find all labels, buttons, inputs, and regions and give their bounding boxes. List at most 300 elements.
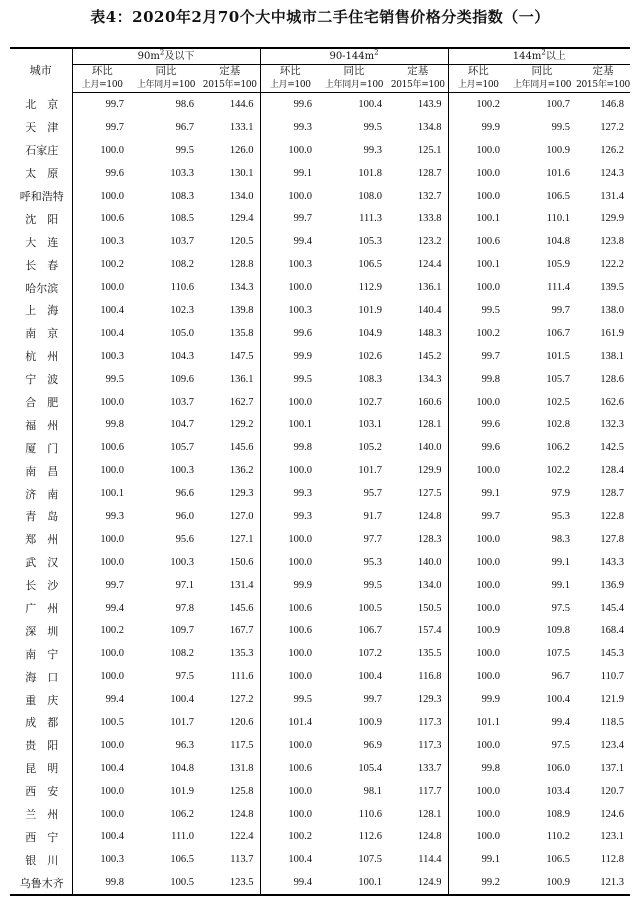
index-value: 99.8: [105, 419, 124, 431]
index-value: 100.3: [100, 854, 124, 866]
index-value: 102.2: [546, 465, 571, 477]
index-value: 145.6: [200, 597, 260, 620]
index-value: 136.1: [388, 276, 448, 299]
index-value: 106.2: [546, 442, 571, 454]
subcol-header: 环比: [279, 65, 301, 78]
index-value: 111.4: [547, 282, 571, 294]
index-value: 105.2: [358, 442, 383, 454]
table-row: [10, 207, 630, 230]
table-row: [10, 757, 630, 780]
table-row: [10, 139, 630, 162]
table-row: [10, 780, 630, 803]
index-value: 108.2: [170, 259, 194, 271]
index-value: 99.9: [293, 350, 313, 362]
index-value: 100.6: [288, 625, 313, 637]
index-value: 117.5: [200, 734, 260, 757]
index-value: 100.0: [288, 282, 313, 294]
index-value: 157.4: [388, 619, 448, 642]
index-value: 116.8: [388, 665, 448, 688]
index-value: 100.0: [288, 671, 313, 683]
city-name: 大 连: [10, 230, 72, 253]
index-value: 114.4: [388, 848, 448, 871]
city-name: 南 京: [10, 322, 72, 345]
index-value: 106.7: [358, 625, 383, 637]
subcol-header: 同比: [531, 65, 553, 78]
index-value: 129.3: [388, 688, 448, 711]
index-value: 123.8: [600, 236, 625, 248]
index-value: 124.9: [388, 871, 448, 895]
index-value: 100.0: [100, 396, 124, 408]
index-value: 103.1: [358, 419, 383, 431]
index-value: 128.7: [388, 162, 448, 185]
index-value: 150.6: [200, 551, 260, 574]
index-value: 99.1: [481, 488, 501, 500]
index-value: 100.4: [100, 831, 124, 843]
index-value: 100.1: [100, 488, 124, 500]
city-name: 武 汉: [10, 551, 72, 574]
index-value: 100.3: [100, 236, 124, 248]
index-value: 101.7: [358, 465, 383, 477]
table-row: [10, 871, 630, 895]
index-value: 162.7: [200, 391, 260, 414]
index-value: 99.9: [481, 694, 501, 706]
index-value: 97.5: [175, 671, 194, 683]
base-header: 上月=100: [260, 78, 320, 93]
city-name: 长 沙: [10, 574, 72, 597]
index-value: 100.0: [476, 556, 501, 568]
index-value: 107.2: [358, 648, 383, 660]
index-value: 124.3: [600, 167, 625, 179]
city-column-header: 城市: [10, 48, 72, 93]
index-value: 100.3: [100, 350, 124, 362]
index-value: 101.7: [170, 716, 194, 728]
index-value: 100.0: [100, 190, 124, 202]
base-header: 2015年=100: [388, 78, 448, 93]
index-value: 100.2: [288, 831, 313, 843]
index-value: 99.4: [293, 236, 313, 248]
index-value: 101.9: [170, 785, 194, 797]
index-value: 100.0: [100, 785, 124, 797]
index-value: 100.0: [100, 282, 124, 294]
index-value: 103.7: [170, 396, 194, 408]
city-name: 重 庆: [10, 688, 72, 711]
index-value: 101.6: [546, 167, 571, 179]
index-value: 99.9: [481, 121, 501, 133]
index-value: 128.8: [200, 253, 260, 276]
city-name: 厦 门: [10, 436, 72, 459]
index-value: 101.5: [546, 350, 571, 362]
index-value: 100.2: [100, 625, 124, 637]
table-row: [10, 551, 630, 574]
city-name: 乌鲁木齐: [10, 871, 72, 895]
index-value: 100.2: [476, 327, 501, 339]
index-value: 99.4: [551, 716, 571, 728]
index-value: 99.3: [293, 510, 313, 522]
city-name: 昆 明: [10, 757, 72, 780]
index-value: 100.0: [476, 808, 501, 820]
index-value: 95.7: [363, 488, 383, 500]
city-name: 北 京: [10, 93, 72, 116]
index-value: 99.4: [105, 694, 124, 706]
index-value: 100.0: [288, 190, 313, 202]
index-value: 96.9: [363, 739, 383, 751]
index-value: 98.3: [551, 533, 571, 545]
index-value: 99.8: [293, 442, 313, 454]
index-value: 138.1: [600, 350, 625, 362]
index-value: 128.6: [600, 373, 625, 385]
index-value: 99.7: [293, 213, 313, 225]
subcol-header: 环比: [467, 65, 489, 78]
index-value: 100.0: [100, 648, 124, 660]
index-value: 128.7: [600, 488, 625, 500]
index-value: 111.0: [171, 831, 194, 843]
index-value: 130.1: [200, 162, 260, 185]
subcol-header: 同比: [343, 65, 365, 78]
index-value: 135.5: [388, 642, 448, 665]
index-value: 107.5: [546, 648, 571, 660]
city-name: 海 口: [10, 665, 72, 688]
index-value: 99.1: [551, 556, 571, 568]
index-value: 100.0: [476, 396, 501, 408]
index-value: 124.6: [600, 808, 625, 820]
index-value: 120.5: [200, 230, 260, 253]
index-value: 99.6: [105, 167, 124, 179]
index-value: 100.0: [288, 533, 313, 545]
price-index-table: [10, 47, 630, 896]
table-row: [10, 803, 630, 826]
index-value: 129.2: [200, 413, 260, 436]
index-value: 127.8: [600, 533, 625, 545]
index-value: 100.0: [288, 808, 313, 820]
index-value: 100.0: [476, 190, 501, 202]
index-value: 99.5: [551, 121, 571, 133]
index-value: 99.7: [551, 304, 571, 316]
table-row: [10, 459, 630, 482]
index-value: 100.4: [288, 854, 313, 866]
index-value: 105.7: [546, 373, 571, 385]
index-value: 122.2: [600, 259, 625, 271]
index-value: 110.1: [546, 213, 571, 225]
index-value: 100.3: [170, 556, 194, 568]
table-row: [10, 734, 630, 757]
index-value: 118.5: [600, 716, 625, 728]
index-value: 100.0: [100, 739, 124, 751]
index-value: 146.8: [600, 98, 625, 110]
index-value: 97.1: [175, 579, 194, 591]
index-value: 96.0: [175, 510, 194, 522]
index-value: 100.9: [358, 716, 383, 728]
index-value: 100.0: [476, 602, 501, 614]
index-value: 145.2: [388, 345, 448, 368]
table-row: [10, 665, 630, 688]
index-value: 97.5: [551, 739, 571, 751]
index-value: 140.4: [388, 299, 448, 322]
index-value: 137.1: [600, 762, 625, 774]
index-value: 105.7: [170, 442, 194, 454]
index-value: 99.4: [105, 602, 124, 614]
index-value: 99.6: [293, 98, 313, 110]
index-value: 100.4: [170, 694, 194, 706]
index-value: 99.5: [105, 373, 124, 385]
index-value: 97.7: [363, 533, 383, 545]
index-value: 145.4: [600, 602, 625, 614]
index-value: 140.0: [388, 436, 448, 459]
index-value: 134.3: [200, 276, 260, 299]
city-name: 成 都: [10, 711, 72, 734]
index-value: 99.7: [105, 579, 124, 591]
index-value: 124.8: [200, 803, 260, 826]
index-value: 100.0: [288, 648, 313, 660]
city-name: 杭 州: [10, 345, 72, 368]
index-value: 99.2: [448, 871, 508, 895]
index-value: 123.2: [388, 230, 448, 253]
index-value: 99.3: [293, 488, 313, 500]
index-value: 102.3: [170, 304, 194, 316]
index-value: 99.5: [293, 373, 313, 385]
index-value: 162.6: [600, 396, 625, 408]
index-value: 122.8: [600, 510, 625, 522]
index-value: 103.4: [546, 785, 571, 797]
city-name: 合 肥: [10, 391, 72, 414]
index-value: 99.5: [363, 579, 383, 591]
index-value: 117.3: [388, 711, 448, 734]
index-value: 100.0: [476, 648, 501, 660]
city-name: 深 圳: [10, 619, 72, 642]
index-value: 147.5: [200, 345, 260, 368]
index-value: 112.9: [358, 282, 383, 294]
index-value: 124.4: [388, 253, 448, 276]
index-value: 112.8: [600, 854, 625, 866]
subcol-header: 同比: [155, 65, 177, 78]
index-value: 102.5: [546, 396, 571, 408]
index-value: 127.0: [200, 505, 260, 528]
index-value: 143.9: [388, 93, 448, 116]
index-value: 100.9: [546, 144, 571, 156]
index-value: 138.0: [600, 304, 625, 316]
group-header-small: $90m^2$及以下: [72, 48, 260, 65]
index-value: 148.3: [388, 322, 448, 345]
index-value: 100.4: [100, 304, 124, 316]
index-value: 123.1: [600, 831, 625, 843]
index-value: 99.7: [105, 121, 124, 133]
index-value: 99.3: [293, 121, 313, 133]
index-value: 105.0: [170, 327, 194, 339]
index-value: 117.7: [388, 780, 448, 803]
index-value: 150.5: [388, 597, 448, 620]
index-value: 100.0: [288, 396, 313, 408]
city-name: 贵 阳: [10, 734, 72, 757]
index-value: 108.2: [170, 648, 194, 660]
index-value: 102.8: [546, 419, 571, 431]
index-value: 124.8: [388, 826, 448, 849]
index-value: 135.8: [200, 322, 260, 345]
group-header-large: $144m^2$以上: [448, 48, 630, 65]
index-value: 100.0: [100, 465, 124, 477]
city-name: 济 南: [10, 482, 72, 505]
table-title: 表4：2020年2月70个大中城市二手住宅销售价格分类指数（一）: [90, 8, 550, 26]
index-value: 123.4: [600, 739, 625, 751]
index-value: 100.6: [288, 602, 313, 614]
index-value: 121.9: [600, 694, 625, 706]
index-value: 134.8: [388, 116, 448, 139]
index-value: 129.9: [600, 213, 625, 225]
table-row: [10, 299, 630, 322]
base-header: 上月=100: [72, 78, 132, 93]
index-value: 100.1: [476, 259, 501, 271]
index-value: 134.0: [200, 185, 260, 208]
table-row: [10, 505, 630, 528]
index-value: 100.5: [358, 602, 383, 614]
city-name: 沈 阳: [10, 207, 72, 230]
city-name: 青 岛: [10, 505, 72, 528]
index-value: 139.5: [600, 282, 625, 294]
index-value: 102.6: [358, 350, 383, 362]
index-value: 96.3: [175, 739, 194, 751]
base-header: 2015年=100: [200, 78, 260, 93]
index-value: 100.4: [546, 694, 571, 706]
index-value: 100.2: [476, 98, 501, 110]
table-row: [10, 826, 630, 849]
city-name: 兰 州: [10, 803, 72, 826]
index-value: 127.5: [388, 482, 448, 505]
index-value: 106.5: [546, 190, 571, 202]
index-value: 111.6: [200, 665, 260, 688]
index-value: 100.1: [476, 213, 501, 225]
index-value: 126.0: [200, 139, 260, 162]
index-value: 122.4: [200, 826, 260, 849]
index-value: 135.3: [200, 642, 260, 665]
index-value: 99.8: [481, 373, 501, 385]
index-value: 100.9: [476, 625, 501, 637]
subcol-header: 定基: [592, 65, 614, 78]
index-value: 91.7: [363, 510, 383, 522]
index-value: 127.2: [600, 121, 625, 133]
index-value: 108.3: [358, 373, 383, 385]
index-value: 124.8: [388, 505, 448, 528]
index-value: 127.2: [200, 688, 260, 711]
table-row: [10, 391, 630, 414]
index-value: 100.0: [100, 556, 124, 568]
table-row: [10, 116, 630, 139]
table-row: [10, 619, 630, 642]
index-value: 143.3: [600, 556, 625, 568]
table-row: [10, 93, 630, 116]
index-value: 97.8: [175, 602, 194, 614]
index-value: 100.0: [288, 785, 313, 797]
index-value: 129.9: [388, 459, 448, 482]
index-value: 100.0: [476, 785, 501, 797]
index-value: 97.9: [551, 488, 571, 500]
city-name: 石家庄: [10, 139, 72, 162]
index-value: 100.4: [100, 327, 124, 339]
index-value: 100.5: [100, 716, 124, 728]
index-value: 106.7: [546, 327, 571, 339]
index-value: 99.7: [105, 98, 124, 110]
index-value: 100.3: [170, 465, 194, 477]
index-value: 100.0: [288, 739, 313, 751]
index-value: 101.1: [476, 716, 501, 728]
index-value: 128.1: [388, 413, 448, 436]
base-header: 2015年=100: [576, 78, 630, 93]
index-value: 110.6: [358, 808, 383, 820]
index-value: 99.1: [293, 167, 313, 179]
index-value: 99.6: [481, 442, 501, 454]
index-value: 96.6: [175, 488, 194, 500]
index-value: 108.9: [546, 808, 571, 820]
index-value: 102.7: [358, 396, 383, 408]
index-value: 109.6: [170, 373, 194, 385]
index-value: 133.7: [388, 757, 448, 780]
index-value: 106.0: [546, 762, 571, 774]
index-value: 100.0: [100, 808, 124, 820]
index-value: 167.7: [200, 619, 260, 642]
index-value: 126.2: [600, 144, 625, 156]
index-value: 98.1: [363, 785, 383, 797]
index-value: 100.0: [288, 465, 313, 477]
city-name: 西 安: [10, 780, 72, 803]
index-value: 136.1: [200, 368, 260, 391]
index-value: 129.3: [200, 482, 260, 505]
index-value: 100.0: [476, 465, 501, 477]
index-value: 103.3: [170, 167, 194, 179]
index-value: 99.5: [293, 694, 313, 706]
index-value: 112.6: [358, 831, 383, 843]
index-value: 131.4: [600, 190, 625, 202]
index-value: 97.5: [551, 602, 571, 614]
index-value: 99.9: [293, 579, 313, 591]
index-value: 99.7: [481, 350, 501, 362]
city-name: 南 昌: [10, 459, 72, 482]
index-value: 104.3: [170, 350, 194, 362]
index-value: 108.0: [358, 190, 383, 202]
city-name: 福 州: [10, 413, 72, 436]
table-row: [10, 711, 630, 734]
index-value: 123.5: [200, 871, 260, 895]
table-row: [10, 162, 630, 185]
index-value: 105.3: [358, 236, 383, 248]
index-value: 113.7: [200, 848, 260, 871]
index-value: 104.9: [358, 327, 383, 339]
table-row: [10, 253, 630, 276]
city-name: 银 川: [10, 848, 72, 871]
index-value: 140.0: [388, 551, 448, 574]
index-value: 100.0: [100, 671, 124, 683]
index-value: 106.2: [170, 808, 194, 820]
index-value: 161.9: [600, 327, 625, 339]
index-value: 100.6: [476, 236, 501, 248]
city-name: 郑 州: [10, 528, 72, 551]
table-row: [10, 345, 630, 368]
table-row: [10, 848, 630, 871]
city-name: 太 原: [10, 162, 72, 185]
index-value: 99.5: [363, 121, 383, 133]
index-value: 99.8: [481, 762, 501, 774]
city-name: 哈尔滨: [10, 276, 72, 299]
index-value: 133.8: [388, 207, 448, 230]
table-row: [10, 368, 630, 391]
index-value: 100.0: [476, 167, 501, 179]
index-value: 100.3: [288, 304, 313, 316]
index-value: 145.6: [200, 436, 260, 459]
index-value: 100.0: [476, 533, 501, 545]
table-row: [10, 597, 630, 620]
index-value: 139.8: [200, 299, 260, 322]
index-value: 131.8: [200, 757, 260, 780]
index-value: 100.9: [508, 871, 576, 895]
city-name: 天 津: [10, 116, 72, 139]
index-value: 106.5: [546, 854, 571, 866]
table-row: [10, 185, 630, 208]
